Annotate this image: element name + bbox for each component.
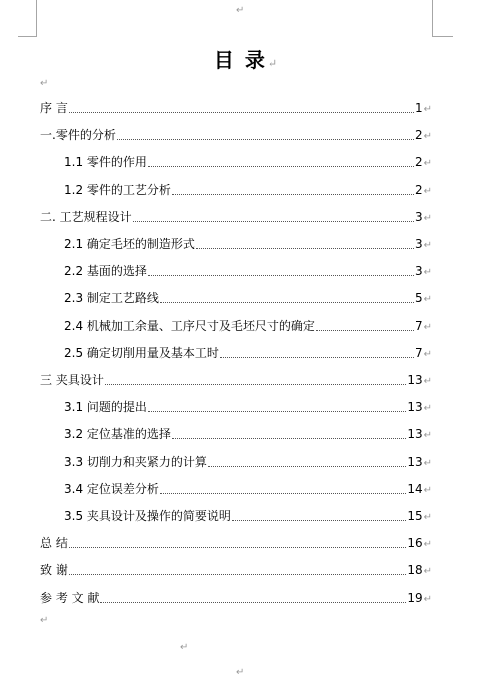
toc-leader-dots (148, 274, 414, 276)
paragraph-mark: ↵ (423, 430, 432, 442)
paragraph-mark-footer: ↵ (236, 667, 245, 678)
toc-entry-label: 致 谢 (40, 563, 68, 578)
toc-entry[interactable] (64, 152, 432, 172)
toc-entry[interactable] (64, 343, 432, 363)
toc-leader-dots (105, 383, 407, 385)
toc-leader-dots (160, 301, 414, 303)
crop-mark-top-left (18, 0, 37, 37)
toc-entry-page-number: 19 (407, 590, 423, 605)
toc-entry-label: 二. 工艺规程设计 (40, 209, 132, 224)
toc-entry[interactable] (64, 180, 432, 200)
toc-entry[interactable] (64, 506, 432, 526)
toc-entry-page-number: 7 (414, 345, 423, 360)
paragraph-mark: ↵ (423, 457, 432, 469)
toc-leader-dots (160, 492, 406, 494)
paragraph-mark: ↵ (423, 267, 432, 279)
toc-entry-label: 总 结 (40, 536, 68, 551)
paragraph-mark: ↵ (423, 593, 432, 605)
toc-leader-dots (133, 220, 414, 222)
paragraph-mark: ↵ (423, 484, 432, 496)
toc-entry-label: 3.4 定位误差分析 (64, 481, 159, 496)
toc-entry-page-number: 18 (407, 563, 423, 578)
toc-entry-page-number: 3 (414, 264, 423, 279)
toc-entry-label: 1.2 零件的工艺分析 (64, 182, 171, 197)
paragraph-mark: ↵ (423, 104, 432, 115)
toc-entry-page-number: 13 (407, 373, 423, 387)
toc-entry-label: 一.零件的分析 (40, 128, 116, 143)
toc-entry[interactable] (64, 424, 432, 444)
toc-entry[interactable] (40, 125, 432, 145)
toc-leader-dots (208, 465, 406, 467)
toc-entry[interactable] (64, 288, 432, 308)
toc-leader-dots (172, 193, 414, 195)
toc-leader-dots (316, 329, 414, 331)
toc-entry[interactable] (64, 316, 432, 336)
toc-leader-dots (69, 546, 407, 548)
toc-entry-label: 2.1 确定毛坯的制造形式 (64, 237, 195, 251)
toc-leader-dots (232, 519, 406, 521)
paragraph-mark: ↵ (423, 539, 432, 551)
toc-entry-label: 3.5 夹具设计及操作的简要说明 (64, 509, 231, 523)
paragraph-mark: ↵ (423, 376, 432, 387)
toc-entry[interactable] (40, 533, 432, 553)
paragraph-mark: ↵ (423, 512, 432, 523)
toc-entry-label: 序 言 (40, 101, 68, 115)
toc-leader-dots (220, 356, 414, 358)
toc-leader-dots (148, 410, 406, 412)
paragraph-mark: ↵ (423, 321, 432, 333)
toc-entry-label: 2.2 基面的选择 (64, 264, 147, 279)
toc-entry[interactable] (64, 397, 432, 417)
toc-entry-page-number: 3 (414, 209, 423, 224)
toc-entry-page-number: 13 (407, 400, 423, 415)
crop-mark-top-right (432, 0, 453, 37)
toc-entry-label: 3.2 定位基准的选择 (64, 427, 171, 442)
toc-entry-page-number: 7 (414, 318, 423, 333)
toc-entry[interactable] (40, 560, 432, 580)
paragraph-mark-header: ↵ (236, 5, 245, 16)
toc-entry-label: 3.3 切削力和夹紧力的计算 (64, 454, 207, 469)
title-text: 目 录 (213, 48, 267, 72)
toc-entry-page-number: 5 (414, 291, 423, 306)
paragraph-mark: ↵ (423, 348, 432, 360)
toc-entry[interactable] (64, 452, 432, 472)
toc-entry[interactable] (40, 370, 432, 390)
toc-entry[interactable] (40, 98, 432, 118)
paragraph-mark: ↵ (423, 185, 432, 197)
toc-entry-label: 3.1 问题的提出 (64, 400, 147, 415)
toc-leader-dots (196, 247, 414, 249)
toc-leader-dots (100, 601, 406, 603)
toc-leader-dots (69, 573, 407, 575)
toc-entry-label: 2.4 机械加工余量、工序尺寸及毛坯尺寸的确定 (64, 318, 315, 333)
toc-entry[interactable] (40, 588, 432, 608)
toc-entry-page-number: 15 (407, 509, 423, 523)
toc-leader-dots (69, 111, 414, 113)
paragraph-mark: ↵ (423, 131, 432, 143)
paragraph-mark: ↵ (423, 294, 432, 306)
toc-leader-dots (117, 138, 414, 140)
paragraph-mark-blank-3: ↵ (180, 642, 189, 653)
page-title (0, 44, 491, 73)
paragraph-mark-blank-2: ↵ (40, 615, 49, 626)
toc-entry[interactable] (40, 207, 432, 227)
paragraph-mark: ↵ (423, 158, 432, 170)
paragraph-mark: ↵ (423, 212, 432, 224)
toc-entry-label: 2.3 制定工艺路线 (64, 291, 159, 306)
toc-entry-page-number: 2 (414, 182, 423, 197)
paragraph-mark: ↵ (423, 566, 432, 578)
toc-entry-page-number: 16 (407, 536, 423, 551)
toc-entry-page-number: 2 (414, 155, 423, 170)
toc-entry-page-number: 13 (407, 454, 423, 469)
toc-leader-dots (172, 437, 406, 439)
toc-entry[interactable] (64, 234, 432, 254)
toc-entry-page-number: 3 (414, 237, 423, 251)
toc-entry-page-number: 14 (407, 481, 423, 496)
toc-entry[interactable] (64, 261, 432, 281)
toc-entry-label: 1.1 零件的作用 (64, 155, 147, 170)
toc-entry-label: 2.5 确定切削用量及基本工时 (64, 345, 219, 360)
toc-entry-page-number: 13 (407, 427, 423, 442)
paragraph-mark-blank-1: ↵ (40, 78, 49, 89)
paragraph-mark: ↵ (423, 403, 432, 415)
toc-entry-label: 三 夹具设计 (40, 373, 104, 387)
toc-entry[interactable] (64, 479, 432, 499)
paragraph-mark-title: ↵ (267, 57, 278, 70)
toc-leader-dots (148, 165, 414, 167)
toc-entry-label: 参 考 文 献 (40, 590, 100, 605)
toc-entry-page-number: 2 (414, 128, 423, 143)
toc-entry-page-number: 1 (414, 101, 423, 115)
paragraph-mark: ↵ (423, 240, 432, 251)
